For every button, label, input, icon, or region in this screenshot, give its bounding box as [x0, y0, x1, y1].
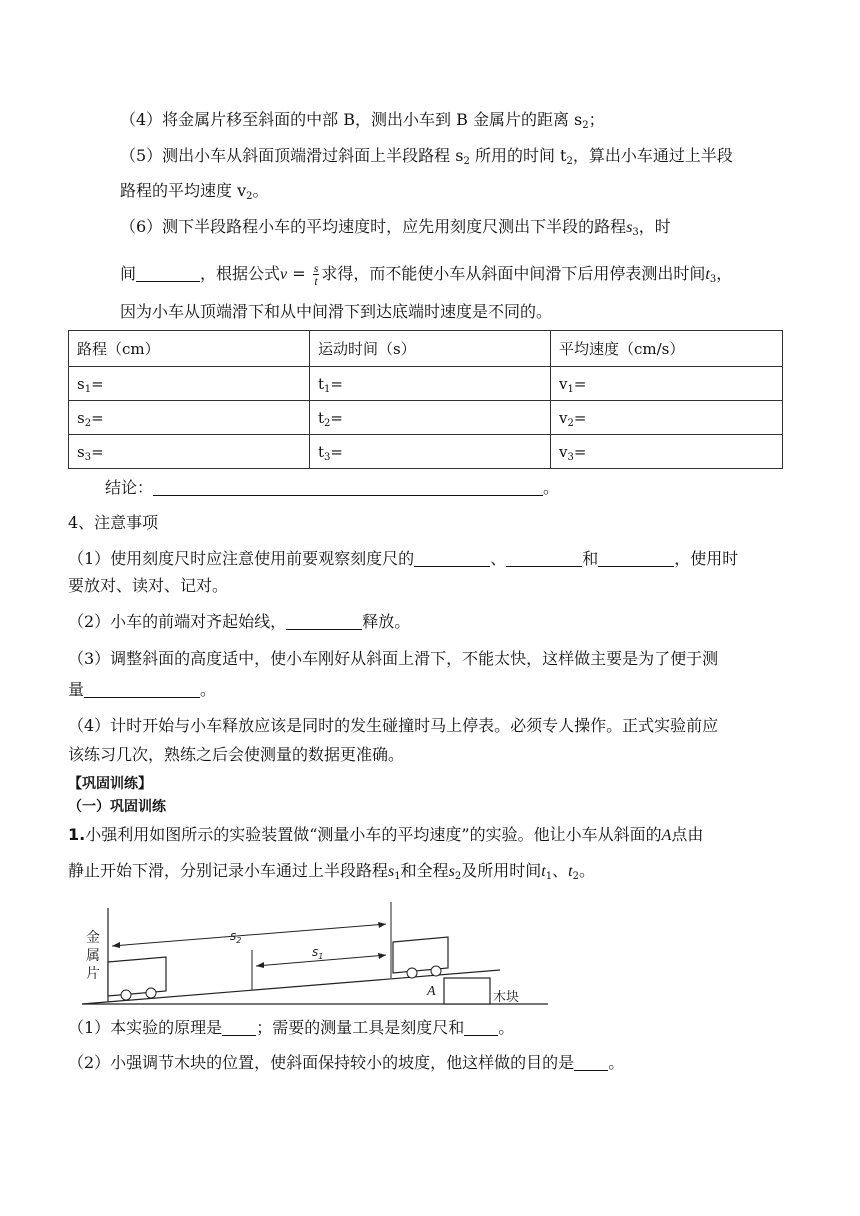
metal-label-1: 金 [86, 930, 100, 946]
table-header-row [69, 331, 783, 367]
incline-experiment-figure [80, 900, 550, 1010]
cart-top-wheel [407, 968, 417, 978]
cart-bottom [108, 957, 166, 996]
subsection-heading: （一）巩固训练 [68, 799, 166, 815]
s2-arrowhead-left [112, 942, 120, 948]
s1-label: $s_1$ [312, 945, 324, 961]
blank-t2[interactable] [136, 265, 200, 282]
table-row [69, 401, 783, 435]
note-2: （2）小车的前端对齐起始线， 释放。 [68, 612, 411, 631]
cell-s2[interactable]: $s_2=$ [69, 401, 310, 435]
s1-arrowhead-left [256, 962, 264, 968]
cell-v1[interactable]: $v_1=$ [551, 367, 783, 401]
conclusion: 结论： 。 [105, 478, 560, 497]
step-5: （5）测出小车从斜面顶端滑过斜面上半段路程 $s_2$ 所用的时间 $t_2$，算出小车通过上半段 [120, 146, 733, 167]
note-4: （4）计时开始与小车释放应该是同时的发生碰撞时马上停表。必须专人操作。正式实验前应 [68, 716, 719, 735]
metal-label-2: 属 [86, 948, 100, 964]
cell-v2[interactable]: $v_2=$ [551, 401, 783, 435]
blank-division[interactable] [598, 550, 674, 567]
note-1-cont: 要放对、读对、记对。 [68, 576, 229, 595]
cart-bottom-wheel [121, 990, 131, 1000]
cell-s3[interactable]: $s_3=$ [69, 435, 310, 469]
blank-principle[interactable] [222, 1019, 256, 1036]
point-a-label: A [427, 984, 436, 999]
s2-arrow [112, 924, 386, 946]
cart-top-wheel [431, 966, 441, 976]
wood-block [444, 978, 490, 1004]
formula-fraction: $\frac{s}{t}$ [313, 261, 319, 288]
step-6-reason: 因为小车从顶端滑下和从中间滑下到达底端时速度是不同的。 [120, 302, 553, 321]
cart-bottom-wheel [146, 988, 156, 998]
table-row [69, 367, 783, 401]
cell-s1[interactable]: $s_1=$ [69, 367, 310, 401]
cell-v3[interactable]: $v_3=$ [551, 435, 783, 469]
note-3-cont: 量 。 [68, 680, 217, 699]
question-1-part-2: （2）小强调节木块的位置，使斜面保持较小的坡度，他这样做的目的是 。 [68, 1053, 625, 1072]
cell-t1[interactable]: $t_1=$ [310, 367, 551, 401]
header-time: 运动时间（s） [310, 331, 551, 367]
blank-purpose[interactable] [574, 1054, 608, 1071]
question-1: 1.小强利用如图所示的实验装置做“测量小车的平均速度”的实验。他让小车从斜面的A点由 [68, 825, 704, 844]
step-6-cont: 间 ，根据公式v = $\frac{s}{t}$ 求得，而不能使小车从斜面中间滑下后用停表测出时间$t_3$， [120, 261, 733, 288]
step-5-cont: 路程的平均速度 $v_2$。 [120, 181, 269, 202]
note-3: （3）调整斜面的高度适中，使小车刚好从斜面上滑下，不能太快，这样做主要是为了便于测 [68, 649, 719, 668]
question-1-cont: 静止开始下滑，分别记录小车通过上半段路程$s_1$和全程$s_2$及所用时间$t_1$、$t_2$。 [68, 861, 595, 882]
cell-t2[interactable]: $t_2=$ [310, 401, 551, 435]
s2-label: $s_2$ [230, 929, 242, 945]
blank-conclusion[interactable] [153, 479, 543, 496]
note-4-cont: 该练习几次，熟练之后会使测量的数据更准确。 [68, 745, 405, 764]
blank-tool[interactable] [464, 1019, 498, 1036]
section-heading: 【巩固训练】 [68, 776, 152, 792]
table-row [69, 435, 783, 469]
notes-heading: 4、注意事项 [68, 513, 159, 532]
s2-arrowhead-right [378, 922, 386, 928]
cell-t3[interactable]: $t_3=$ [310, 435, 551, 469]
blank-measure[interactable] [84, 681, 200, 698]
blank-release[interactable] [286, 613, 362, 630]
wood-block-label: 木块 [493, 990, 520, 1005]
step-4: （4）将金属片移至斜面的中部 B，测出小车到 B 金属片的距离 $s_2$； [120, 110, 605, 131]
step-6: （6）测下半段路程小车的平均速度时，应先用刻度尺测出下半段的路程$s_3$，时 [120, 217, 671, 238]
blank-zero-mark[interactable] [414, 550, 490, 567]
s1-arrowhead-right [378, 953, 386, 959]
note-1: （1）使用刻度尺时应注意使用前要观察刻度尺的 、 和 ，使用时 [68, 549, 739, 568]
header-speed: 平均速度（cm/s） [551, 331, 783, 367]
measurement-table [68, 330, 783, 469]
metal-label-3: 片 [86, 966, 100, 982]
blank-range[interactable] [506, 550, 582, 567]
header-distance: 路程（cm） [69, 331, 310, 367]
question-1-part-1: （1）本实验的原理是 ；需要的测量工具是刻度尺和 。 [68, 1018, 515, 1037]
